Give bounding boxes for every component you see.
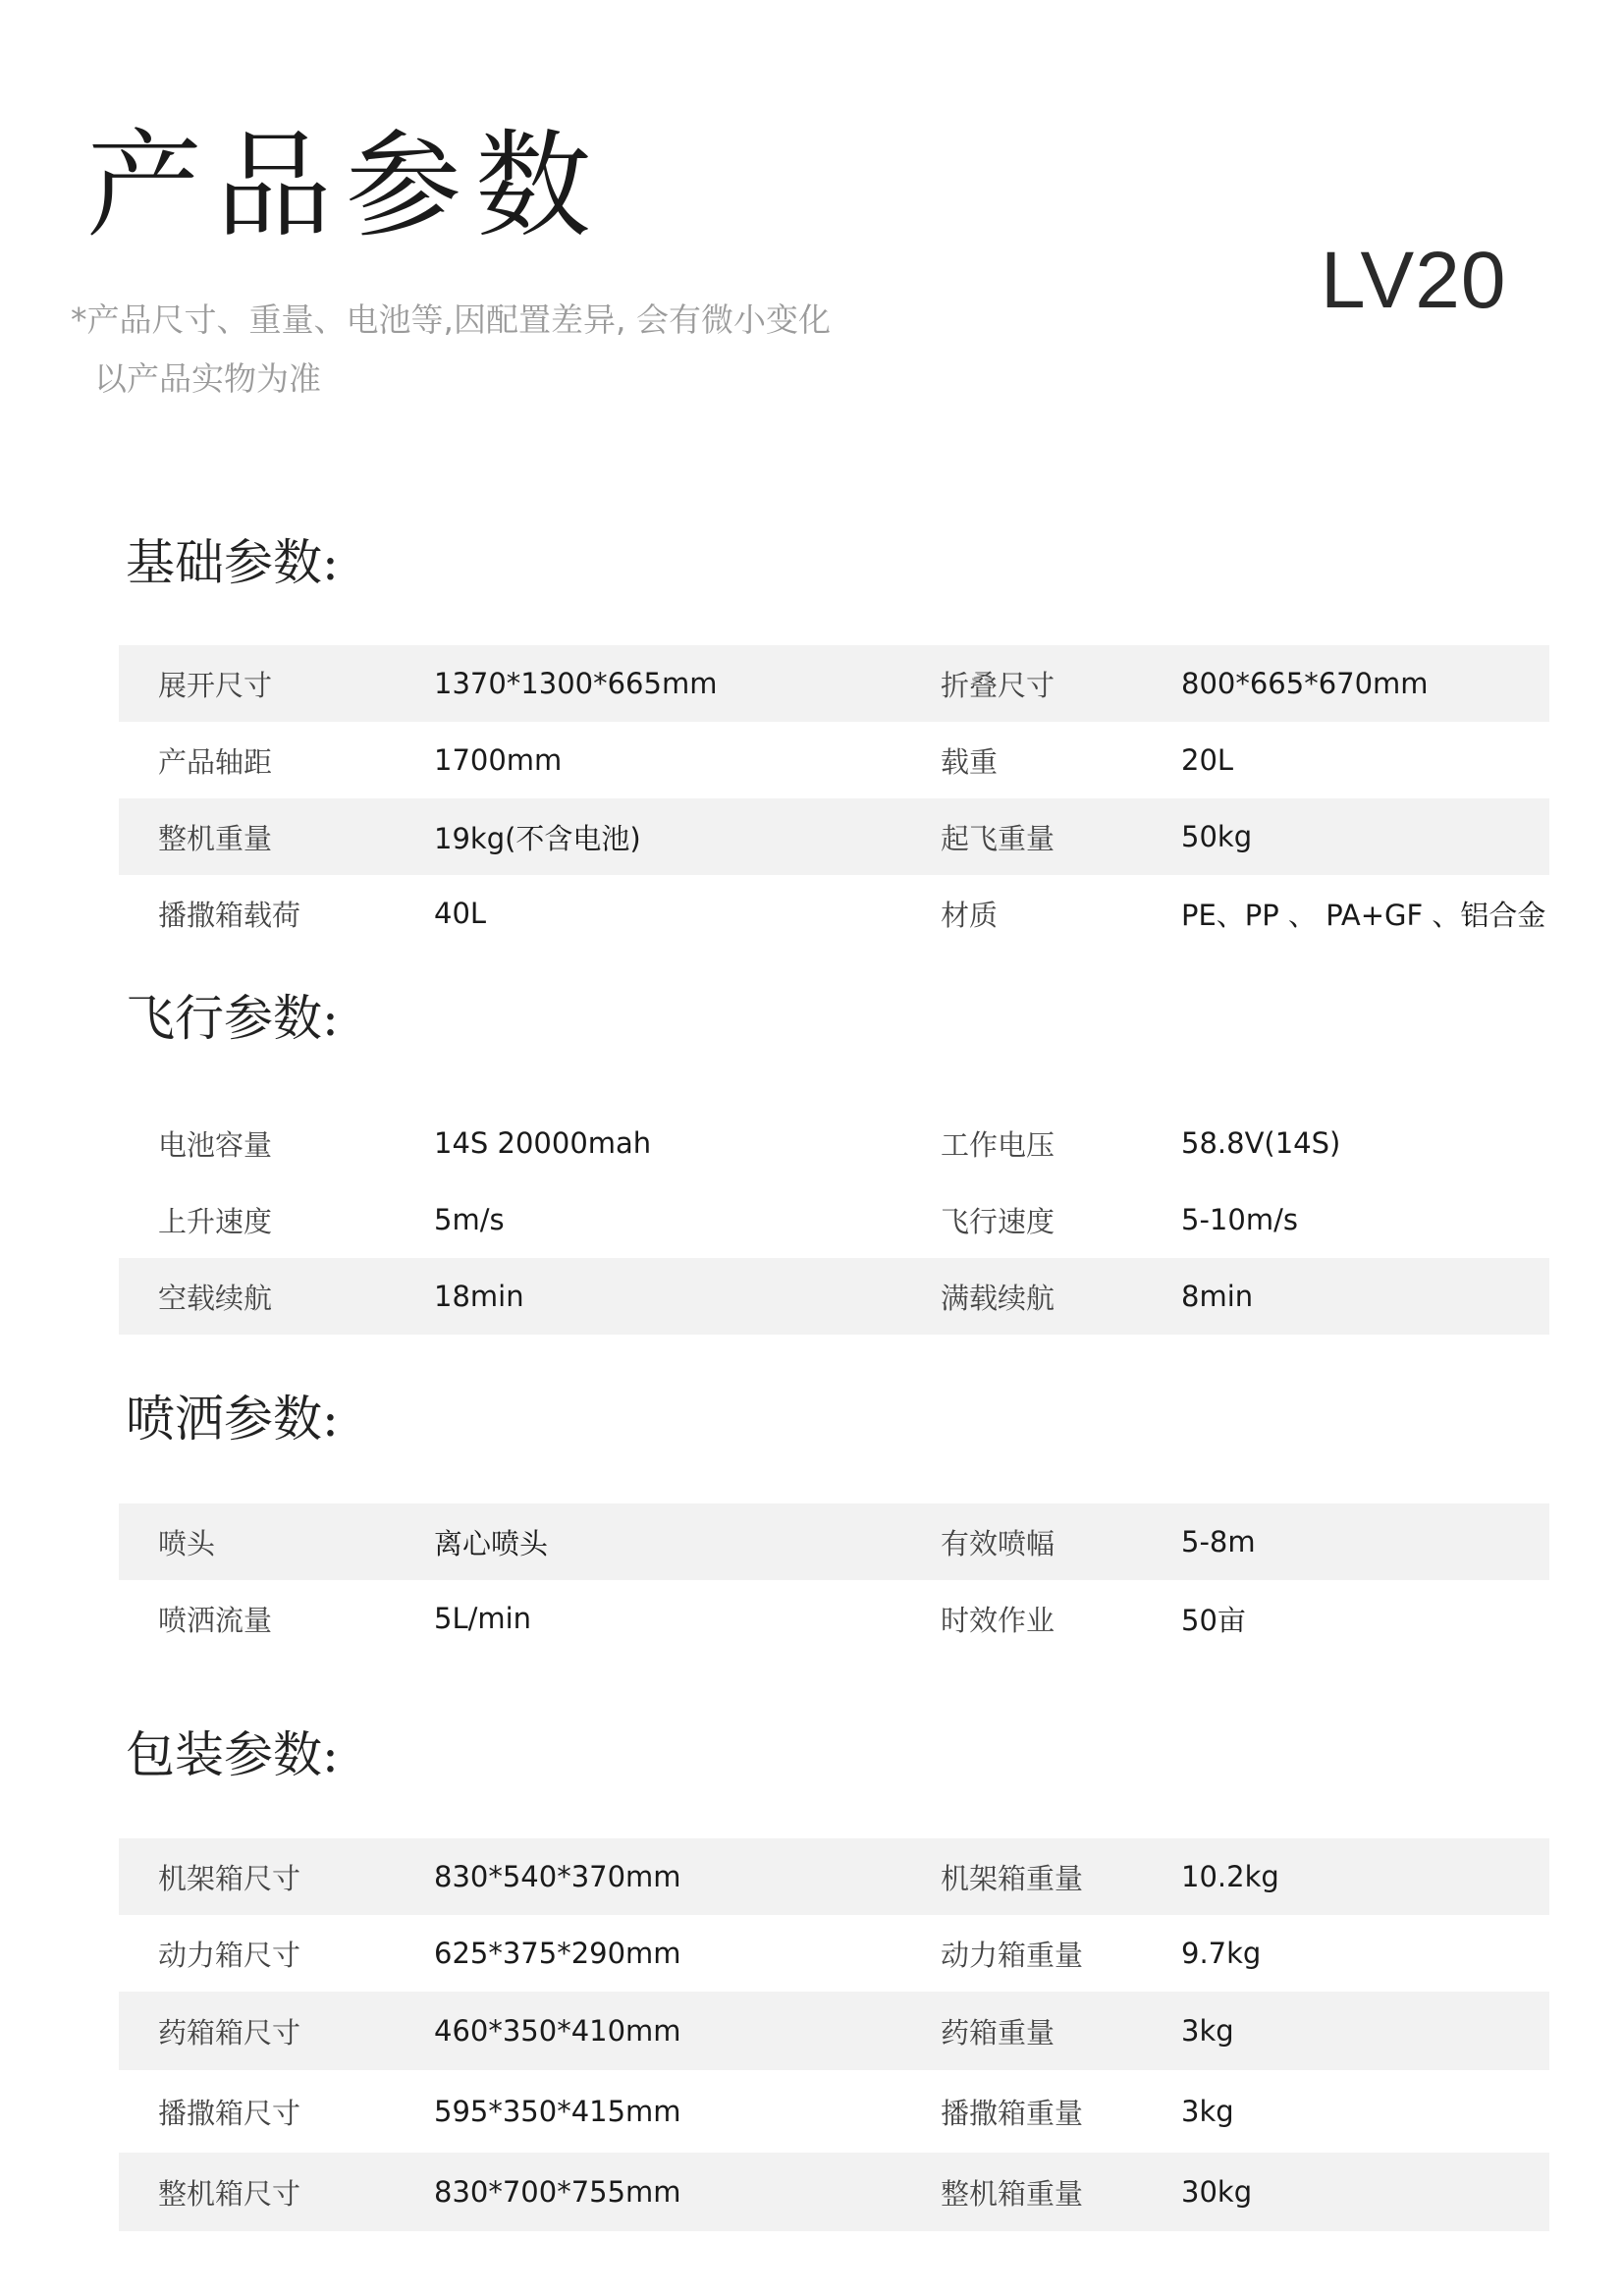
param-label: 药箱重量 — [941, 2015, 1055, 2050]
param-value: 1700mm — [434, 743, 563, 777]
param-value: PE、PP 、 PA+GF 、铝合金 — [1181, 898, 1546, 932]
param-label: 时效作业 — [941, 1603, 1055, 1637]
spec-table-flight — [119, 1105, 1549, 1335]
param-label: 整机重量 — [158, 821, 273, 855]
param-label: 有效喷幅 — [941, 1526, 1055, 1560]
param-value: 30kg — [1181, 2175, 1253, 2209]
table-row — [119, 1503, 1549, 1580]
param-value: 18min — [434, 1280, 524, 1313]
param-label: 满载续航 — [941, 1281, 1055, 1315]
param-value: 50kg — [1181, 820, 1253, 853]
disclaimer-line-2: 以产品实物为准 — [94, 359, 321, 398]
param-label: 动力箱尺寸 — [158, 1938, 301, 1972]
table-row — [119, 1992, 1549, 2070]
param-value: 14S 20000mah — [434, 1126, 652, 1160]
param-value: 5m/s — [434, 1203, 505, 1236]
param-label: 起飞重量 — [941, 821, 1055, 855]
table-row — [119, 1181, 1549, 1258]
param-value: 1370*1300*665mm — [434, 667, 718, 700]
section-title-basic: 基础参数: — [126, 534, 339, 591]
param-label: 整机箱尺寸 — [158, 2176, 301, 2211]
param-value: 3kg — [1181, 2095, 1234, 2128]
param-value: 58.8V(14S) — [1181, 1126, 1341, 1160]
section-title-package: 包装参数: — [126, 1726, 339, 1783]
param-value: 10.2kg — [1181, 1860, 1279, 1893]
section-title-flight: 飞行参数: — [126, 990, 339, 1047]
spec-table-spray — [119, 1503, 1549, 1657]
table-row — [119, 2153, 1549, 2231]
param-value: 460*350*410mm — [434, 2014, 681, 2048]
param-value: 8min — [1181, 1280, 1254, 1313]
param-label: 喷头 — [158, 1526, 216, 1560]
param-label: 折叠尺寸 — [941, 668, 1055, 702]
param-label: 电池容量 — [158, 1127, 273, 1162]
param-value: 离心喷头 — [434, 1526, 549, 1560]
param-value: 800*665*670mm — [1181, 667, 1429, 700]
param-label: 药箱箱尺寸 — [158, 2015, 301, 2050]
param-label: 载重 — [941, 744, 999, 779]
param-value: 5L/min — [434, 1602, 532, 1635]
param-value: 3kg — [1181, 2014, 1234, 2048]
param-value: 830*540*370mm — [434, 1860, 681, 1893]
table-row — [119, 798, 1549, 875]
param-label: 材质 — [941, 898, 999, 932]
param-label: 机架箱重量 — [941, 1861, 1084, 1895]
table-row — [119, 1105, 1549, 1181]
disclaimer-note — [71, 291, 831, 409]
param-label: 整机箱重量 — [941, 2176, 1084, 2211]
param-label: 上升速度 — [158, 1204, 273, 1238]
param-value: 5-8m — [1181, 1525, 1256, 1558]
table-row — [119, 1838, 1549, 1915]
table-row — [119, 1580, 1549, 1657]
page-title: 产品参数 — [86, 118, 606, 253]
param-value: 20L — [1181, 743, 1234, 777]
param-label: 播撒箱尺寸 — [158, 2096, 301, 2130]
table-row — [119, 722, 1549, 798]
param-label: 产品轴距 — [158, 744, 273, 779]
section-title-spray: 喷洒参数: — [126, 1391, 339, 1448]
table-row — [119, 1915, 1549, 1992]
param-value: 9.7kg — [1181, 1937, 1262, 1970]
disclaimer-line-1: *产品尺寸、重量、电池等,因配置差异, 会有微小变化 — [71, 301, 831, 339]
param-value: 40L — [434, 897, 487, 930]
param-label: 工作电压 — [941, 1127, 1055, 1162]
param-label: 展开尺寸 — [158, 668, 273, 702]
table-row — [119, 2070, 1549, 2153]
param-label: 动力箱重量 — [941, 1938, 1084, 1972]
spec-table-package — [119, 1838, 1549, 2231]
param-value: 625*375*290mm — [434, 1937, 681, 1970]
model-name: LV20 — [1321, 236, 1507, 325]
spec-table-basic — [119, 645, 1549, 952]
param-value: 50亩 — [1181, 1603, 1246, 1637]
table-row — [119, 875, 1549, 952]
param-value: 19kg(不含电池) — [434, 821, 641, 855]
param-label: 飞行速度 — [941, 1204, 1055, 1238]
param-value: 5-10m/s — [1181, 1203, 1298, 1236]
table-row — [119, 1258, 1549, 1335]
param-value: 595*350*415mm — [434, 2095, 681, 2128]
param-label: 机架箱尺寸 — [158, 1861, 301, 1895]
param-value: 830*700*755mm — [434, 2175, 681, 2209]
param-label: 播撒箱重量 — [941, 2096, 1084, 2130]
table-row — [119, 645, 1549, 722]
param-label: 空载续航 — [158, 1281, 273, 1315]
param-label: 播撒箱载荷 — [158, 898, 301, 932]
param-label: 喷洒流量 — [158, 1603, 273, 1637]
